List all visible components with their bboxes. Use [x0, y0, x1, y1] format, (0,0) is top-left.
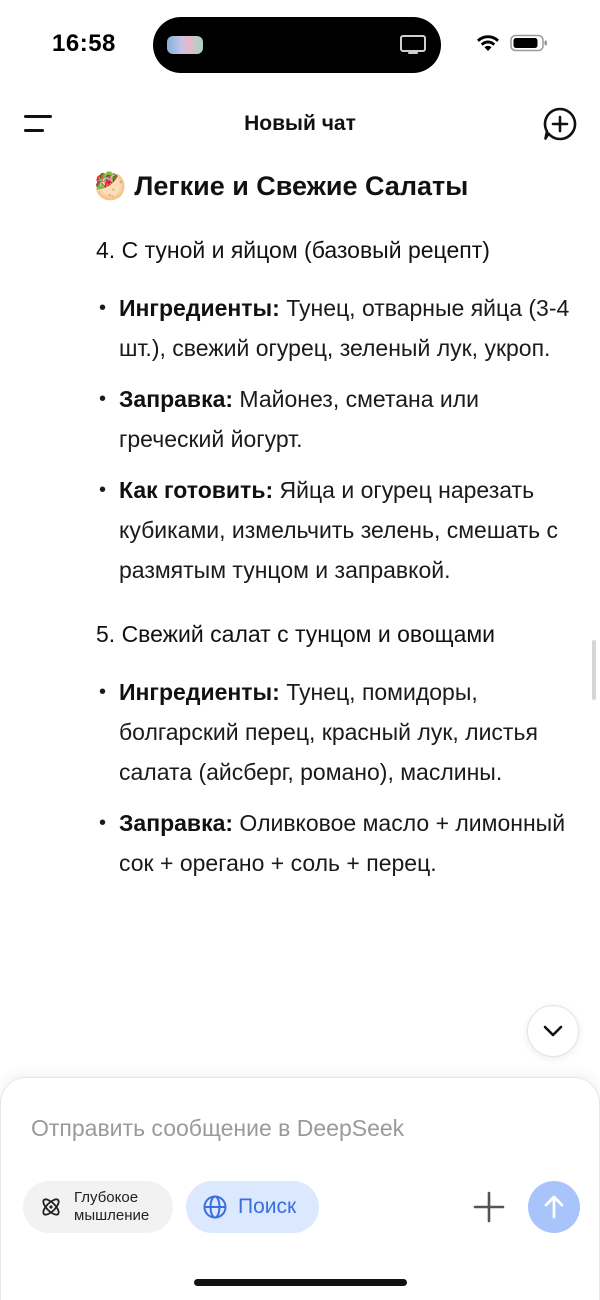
status-icons	[476, 34, 548, 52]
arrow-up-icon	[542, 1194, 566, 1220]
recipe-details-list	[96, 672, 574, 883]
scrollbar[interactable]	[592, 640, 596, 700]
deep-think-button[interactable]	[23, 1181, 173, 1233]
item-label: Как готовить:	[119, 477, 274, 503]
list-item	[96, 803, 574, 883]
item-text: Яйца и огурец нарезать кубиками, измельчить зелень, смешать с размятым тунцом и заправкой.	[119, 477, 558, 583]
list-item	[96, 379, 574, 459]
screen-mirroring-icon	[399, 34, 427, 56]
wifi-icon	[476, 34, 500, 52]
scroll-to-bottom-button[interactable]	[527, 1005, 579, 1057]
recipe-title: 5. Свежий салат с тунцом и овощами	[96, 621, 496, 647]
dynamic-island	[153, 17, 441, 73]
salad-emoji-icon: 🥙	[94, 171, 127, 201]
attach-plus-icon[interactable]	[471, 1189, 507, 1225]
chat-header	[0, 96, 600, 152]
live-activity-icon	[167, 36, 203, 54]
item-label: Ингредиенты:	[119, 679, 280, 705]
page-title: Новый чат	[244, 112, 356, 135]
section-title-text: Легкие и Свежие Салаты	[134, 170, 469, 201]
chat-message	[96, 160, 574, 894]
list-item	[96, 288, 574, 368]
item-text: Тунец, отварные яйца (3-4 шт.), свежий огурец, зеленый лук, укроп.	[119, 295, 570, 361]
recipe-title: 4. С туной и яйцом (базовый рецепт)	[96, 237, 490, 263]
section-heading	[94, 160, 574, 212]
item-label: Ингредиенты:	[119, 295, 280, 321]
item-label: Заправка:	[119, 810, 234, 836]
atom-icon	[39, 1195, 63, 1219]
item-text: Майонез, сметана или греческий йогурт.	[119, 386, 480, 452]
home-indicator	[194, 1279, 407, 1286]
item-text: Оливковое масло + лимонный сок + орегано + соль + перец.	[119, 810, 566, 876]
battery-icon	[510, 34, 548, 52]
item-text: Тунец, помидоры, болгарский перец, красный лук, листья салата (айсберг, романо), маслины.	[119, 679, 538, 785]
item-label: Заправка:	[119, 386, 234, 412]
chevron-down-icon	[542, 1024, 564, 1038]
deep-think-label-line: Глубокое	[74, 1189, 139, 1206]
deep-think-label	[74, 1189, 149, 1225]
list-item	[96, 470, 574, 590]
list-item	[96, 672, 574, 792]
deep-think-label-line: мышление	[74, 1207, 150, 1224]
globe-icon	[202, 1194, 228, 1220]
send-button[interactable]	[528, 1181, 580, 1233]
new-chat-icon[interactable]	[542, 106, 578, 142]
status-time: 16:58	[52, 30, 116, 57]
search-label: Поиск	[238, 1195, 297, 1218]
recipe-details-list	[96, 288, 574, 590]
message-composer	[0, 1077, 600, 1300]
status-bar	[0, 0, 600, 90]
search-button[interactable]	[186, 1181, 319, 1233]
message-input[interactable]	[31, 1108, 551, 1148]
